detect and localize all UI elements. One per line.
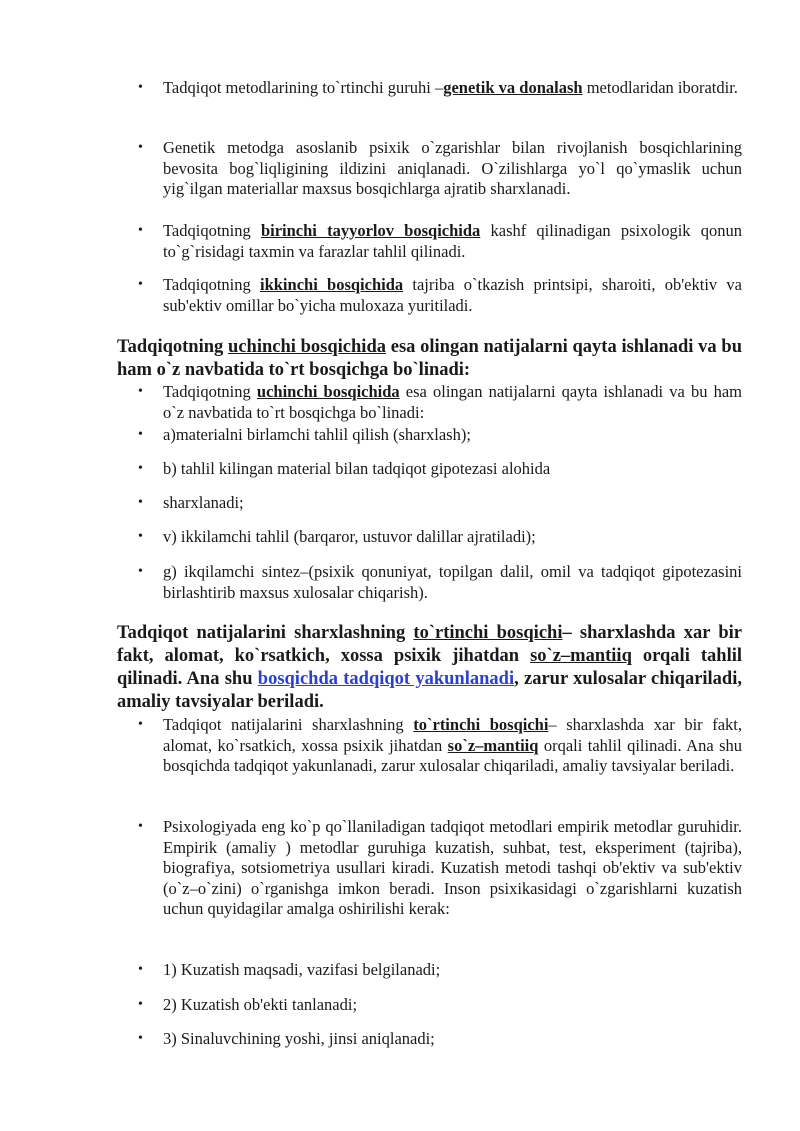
list-item-b: • b) tahlil kilingan material bilan tadqiqot gipotezasi alohida xyxy=(163,459,742,480)
list-item-genetic-methods xyxy=(163,78,742,99)
heading-text: orqali tahlil qilinadi. Ana shu xyxy=(117,646,742,689)
underlined-term: birinchi tayyorlov bosqichida xyxy=(260,221,481,240)
underlined-term: uchinchi bosqichida xyxy=(228,337,386,357)
list-item-v: • v) ikkilamchi tahlil (barqaror, ustuvor dalillar ajratiladi); xyxy=(163,527,742,548)
heading-text: esa olingan natijalarni qayta ishlanadi va bu ham o`z navbatida to`rt bosqichga bo`linadi: xyxy=(117,337,743,380)
heading-third-stage xyxy=(117,336,742,382)
item-text: kashf qilinadigan psixologik qonun to`g`risidagi taxmin va farazlar tahlil qilinadi. xyxy=(163,221,742,261)
heading-text: Tadqiqot natijalarini sharxlashning xyxy=(117,623,414,643)
item-text: Tadqiqot natijalarini sharxlashning xyxy=(163,715,414,734)
list-item-empirical-methods: • Psixologiyada eng ko`p qo`llaniladigan tadqiqot metodlari empirik metodlar guruhidir. Empirik (amaliy ) metodlar guruhiga kuzatish, suhbat, test, eksperiment (tajriba), biografiya, sotsiometriya usullari kiradi. Kuzatish metodi tashqi ob'ektiv va sub'ektiv (o`z–o`zini) o`rganishga imkon beradi. Inson psixikasidagi o`zgarishlarni kuzatish uchun quyidagilar amalga oshirilishi kerak: xyxy=(163,817,742,920)
item-text: Tadqiqotning xyxy=(163,382,257,401)
list-item-a: • a)materialni birlamchi tahlil qilish (sharxlash); xyxy=(163,425,742,446)
item-text: tajriba o`tkazish printsipi, sharoiti, ob'ektiv va sub'ektiv omillar bo`yicha muloxaza yuritiladi. xyxy=(163,275,742,315)
list-item-fourth-stage xyxy=(163,715,742,777)
underlined-term: to`rtinchi bosqichi xyxy=(413,623,563,643)
underlined-term: to`rtinchi bosqichi xyxy=(413,715,549,734)
research-completion-link[interactable]: bosqichda tadqiqot yakunlanadi xyxy=(257,669,515,689)
item-text: metodlaridan iboratdir. xyxy=(582,78,738,97)
list-item-2: • 2) Kuzatish ob'ekti tanlanadi; xyxy=(163,995,742,1016)
item-text: esa olingan natijalarni qayta ishlanadi va bu ham o`z navbatida to`rt bosqichga bo`linadi: xyxy=(163,382,742,422)
list-item-third-stage xyxy=(163,382,742,423)
item-text: orqali tahlil qilinadi. Ana shu bosqichda tadqiqot yakunlanadi, zarur xulosalar chiqariladi, amaliy tavsiyalar beriladi. xyxy=(163,735,742,775)
underlined-term: so`z–mantiiq xyxy=(530,646,632,666)
heading-text: Tadqiqotning xyxy=(117,337,229,357)
item-text: Tadqiqotning xyxy=(163,275,260,294)
heading-text: , zarur xulosalar chiqariladi, amaliy tavsiyalar beriladi. xyxy=(117,669,742,712)
list-item-genetic-method-description: • Genetik metodga asoslanib psixik o`zgarishlar bilan rivojlanish bosqichlarining bevosita bog`liqligining ildizini aniqlanadi. O`zilishlarga yo`l qo`ymaslik uchun yig`ilgan materiallar maxsus bosqichlarga ajratib sharxlanadi. xyxy=(163,138,742,200)
heading-fourth-stage xyxy=(117,622,742,714)
list-item-second-stage xyxy=(163,275,742,316)
underlined-term: uchinchi bosqichida xyxy=(256,382,400,401)
underlined-term: genetik va donalash xyxy=(443,78,583,97)
item-text: – sharxlashda xar bir fakt, alomat, ko`rsatkich, xossa psixik jihatdan xyxy=(163,715,742,755)
underlined-term: ikkinchi bosqichida xyxy=(260,275,404,294)
list-item-first-stage xyxy=(163,221,742,262)
underlined-term: so`z–mantiiq xyxy=(447,735,539,755)
list-item-sharxlanadi: • sharxlanadi; xyxy=(163,493,742,514)
list-item-1: • 1) Kuzatish maqsadi, vazifasi belgilanadi; xyxy=(163,960,742,981)
heading-text: – sharxlashda xar bir fakt, alomat, ko`rsatkich, xossa psixik jihatdan xyxy=(117,623,742,666)
item-text: Tadqiqotning xyxy=(163,221,261,240)
list-item-3: • 3) Sinaluvchining yoshi, jinsi aniqlanadi; xyxy=(163,1029,742,1050)
list-item-g: • g) ikqilamchi sintez–(psixik qonuniyat, topilgan dalil, omil va tadqiqot gipotezasini birlashtirib maxsus xulosalar chiqarish). xyxy=(163,562,742,603)
item-text: Tadqiqot metodlarining to`rtinchi guruhi – xyxy=(163,78,444,97)
